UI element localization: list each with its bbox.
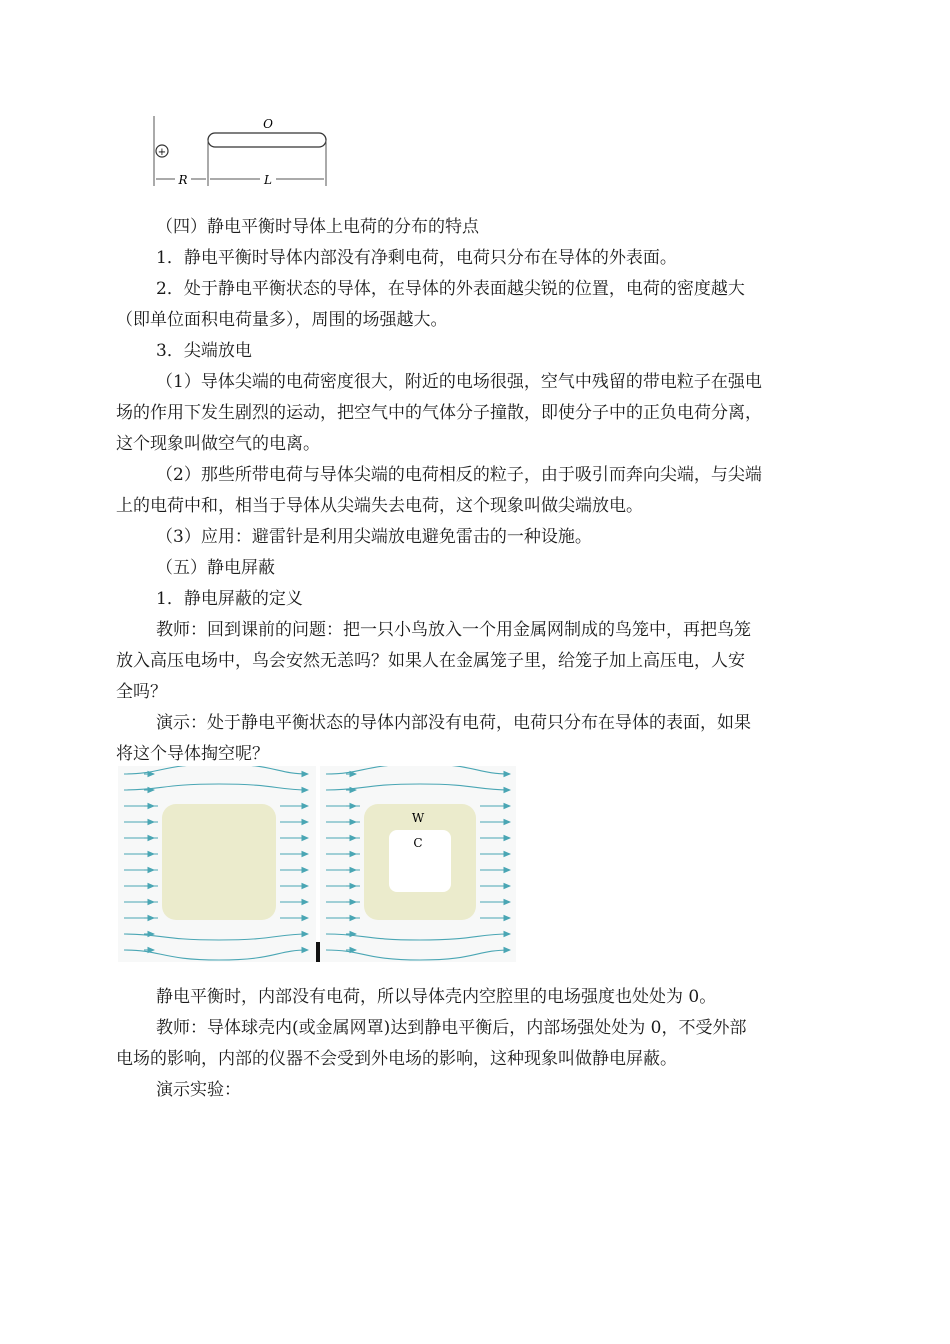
- paragraph-line: （2）那些所带电荷与导体尖端的电荷相反的粒子，由于吸引而奔向尖端，与尖端: [156, 465, 762, 485]
- paragraph-line: 2．处于静电平衡状态的导体，在导体的外表面越尖锐的位置，电荷的密度越大: [156, 279, 745, 299]
- paragraph-line: （3）应用：避雷针是利用尖端放电避免雷击的一种设施。: [156, 527, 592, 547]
- paragraph-line: 电场的影响，内部的仪器不会受到外电场的影响，这种现象叫做静电屏蔽。: [116, 1049, 677, 1069]
- heading-point-discharge: 3．尖端放电: [156, 341, 252, 361]
- paragraph-line: 这个现象叫做空气的电离。: [116, 434, 320, 454]
- rod-label-o: O: [263, 117, 273, 131]
- dimension-label-l: L: [264, 173, 272, 187]
- label-w: W: [411, 811, 425, 825]
- paragraph-line: 放入高压电场中，鸟会安然无恙吗？如果人在金属笼子里，给笼子加上高压电，人安: [116, 651, 745, 671]
- paragraph-line: （即单位面积电荷量多），周围的场强越大。: [116, 310, 448, 330]
- rod-conductor: [208, 133, 326, 147]
- paragraph-line: 演示：处于静电平衡状态的导体内部没有电荷，电荷只分布在导体的表面，如果: [156, 713, 751, 733]
- heading-charge-distribution: （四）静电平衡时导体上电荷的分布的特点: [156, 217, 479, 237]
- paragraph-line: 演示实验：: [156, 1080, 241, 1100]
- text-cursor-mark: [316, 942, 320, 962]
- paragraph-line: （1）导体尖端的电荷密度很大，附近的电场很强，空气中残留的带电粒子在强电: [156, 372, 762, 392]
- paragraph-line: 将这个导体掏空呢？: [116, 744, 269, 764]
- paragraph-line: 教师：回到课前的问题：把一只小鸟放入一个用金属网制成的鸟笼中，再把鸟笼: [156, 620, 751, 640]
- paragraph-line: 静电平衡时，内部没有电荷，所以导体壳内空腔里的电场强度也处处为 0。: [156, 987, 717, 1007]
- dimension-label-r: R: [178, 173, 188, 187]
- label-c: C: [413, 836, 423, 850]
- shielding-figure: [118, 766, 518, 966]
- rod-figure: [148, 112, 338, 192]
- heading-shielding-definition: 1．静电屏蔽的定义: [156, 589, 303, 609]
- paragraph-line: 全吗？: [116, 682, 167, 702]
- paragraph-line: 1．静电平衡时导体内部没有净剩电荷，电荷只分布在导体的外表面。: [156, 248, 677, 268]
- solid-conductor: [162, 804, 276, 920]
- paragraph-line: 教师：导体球壳内(或金属网罩)达到静电平衡后，内部场强处处为 0，不受外部: [156, 1018, 747, 1038]
- paragraph-line: 场的作用下发生剧烈的运动，把空气中的气体分子撞散，即使分子中的正负电荷分离，: [116, 403, 762, 423]
- paragraph-line: 上的电荷中和，相当于导体从尖端失去电荷，这个现象叫做尖端放电。: [116, 496, 643, 516]
- heading-electrostatic-shielding: （五）静电屏蔽: [156, 558, 275, 578]
- charge-sign: +: [157, 147, 167, 158]
